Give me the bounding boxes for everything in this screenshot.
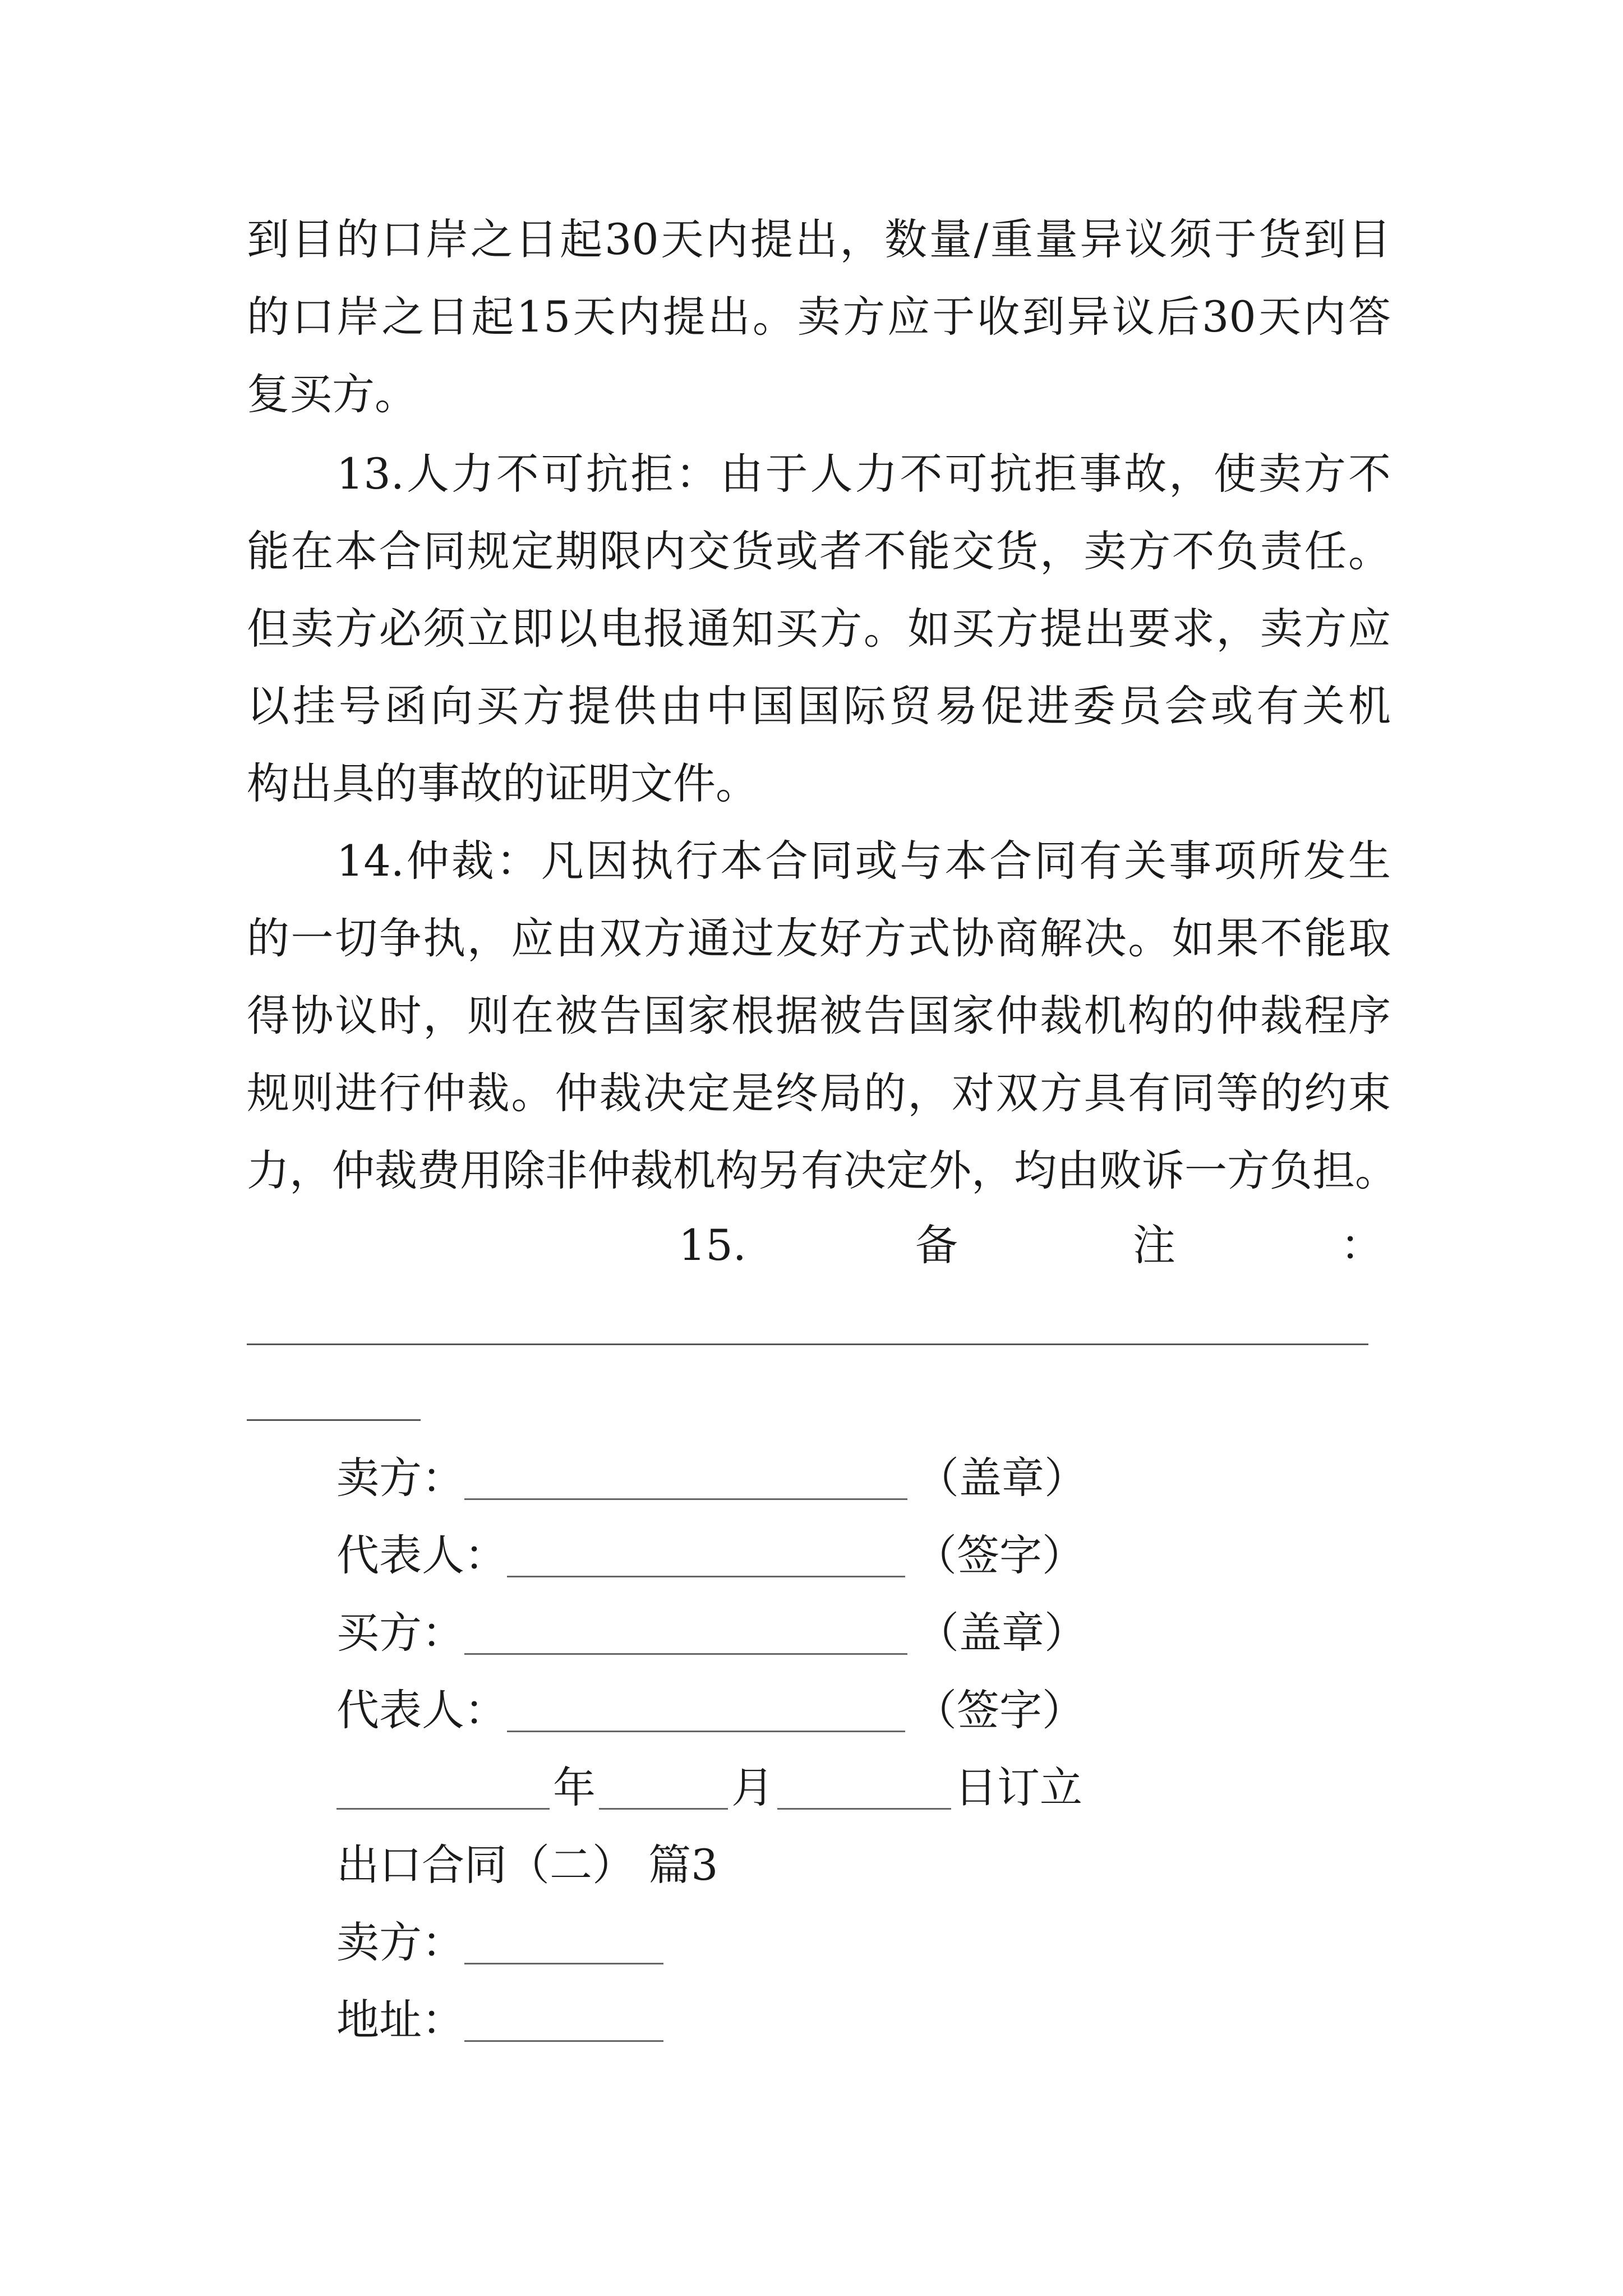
signature-note: （签字） bbox=[914, 1530, 1085, 1580]
year-blank[interactable] bbox=[336, 1769, 550, 1810]
clause15-colon: ： bbox=[1340, 1220, 1383, 1270]
signature-blank[interactable] bbox=[507, 1691, 905, 1732]
month-label: 月 bbox=[731, 1763, 774, 1812]
signature-blank[interactable] bbox=[507, 1536, 905, 1577]
clause12-line-2: 的口岸之日起15天内提出。卖方应于收到异议后30天内答 bbox=[247, 292, 1391, 342]
clause12-line-3: 复买方。 bbox=[247, 369, 417, 419]
clause15-number: 15. bbox=[679, 1220, 746, 1270]
remark-blank-line-2 bbox=[247, 1419, 421, 1421]
clause13-line-3: 但卖方必须立即以电报通知买方。如买方提出要求，卖方应 bbox=[247, 604, 1391, 654]
next-section-seller-row bbox=[336, 1917, 672, 1968]
clause13-line-5: 构出具的事故的证明文件。 bbox=[247, 758, 758, 808]
clause14-line-1: 14.仲裁：凡因执行本合同或与本合同有关事项所发生 bbox=[336, 836, 1391, 886]
remark-blank-line-1 bbox=[247, 1343, 1368, 1345]
clause15-char-2: 注 bbox=[1133, 1220, 1175, 1270]
clause14-line-2: 的一切争执，应由双方通过友好方式协商解决。如果不能取 bbox=[247, 913, 1391, 963]
clause12-line-1: 到目的口岸之日起30天内提出，数量/重量异议须于货到目 bbox=[247, 214, 1391, 264]
signature-label: 卖方： bbox=[336, 1453, 464, 1503]
clause14-line-5: 力，仲裁费用除非仲裁机构另有决定外，均由败诉一方负担。 bbox=[247, 1145, 1398, 1195]
signature-blank[interactable] bbox=[464, 1614, 907, 1655]
clause15-char-1: 备 bbox=[915, 1220, 958, 1270]
signature-row-seller bbox=[336, 1453, 1087, 1503]
signature-note: （签字） bbox=[914, 1685, 1085, 1735]
day-blank[interactable] bbox=[777, 1769, 951, 1810]
signature-label: 代表人： bbox=[336, 1685, 507, 1735]
clause13-line-2: 能在本合同规定期限内交货或者不能交货，卖方不负责任。 bbox=[247, 526, 1391, 576]
year-label: 年 bbox=[553, 1763, 596, 1812]
signature-row-buyer-rep bbox=[336, 1685, 1085, 1736]
signature-row-buyer bbox=[336, 1608, 1087, 1658]
next-section-title: 出口合同（二） 篇3 bbox=[336, 1840, 718, 1890]
address-label: 地址： bbox=[336, 1995, 464, 2045]
clause13-line-1: 13.人力不可抗拒：由于人力不可抗拒事故，使卖方不 bbox=[336, 449, 1391, 499]
seller-blank[interactable] bbox=[464, 1924, 663, 1964]
day-label: 日订立 bbox=[955, 1763, 1082, 1812]
clause13-line-4: 以挂号函向买方提供由中国国际贸易促进委员会或有关机 bbox=[247, 681, 1391, 731]
seller-label: 卖方： bbox=[336, 1917, 464, 1967]
signature-note: （盖章） bbox=[916, 1453, 1087, 1503]
signature-note: （盖章） bbox=[916, 1608, 1087, 1658]
signature-blank[interactable] bbox=[464, 1459, 907, 1500]
date-line bbox=[336, 1763, 1082, 1813]
address-blank[interactable] bbox=[464, 2001, 663, 2042]
signature-label: 代表人： bbox=[336, 1530, 507, 1580]
signature-label: 买方： bbox=[336, 1608, 464, 1658]
clause14-line-4: 规则进行仲裁。仲裁决定是终局的，对双方具有同等的约束 bbox=[247, 1068, 1391, 1118]
clause14-line-3: 得协议时，则在被告国家根据被告国家仲裁机构的仲裁程序 bbox=[247, 991, 1391, 1041]
signature-row-seller-rep bbox=[336, 1530, 1085, 1581]
next-section-address-row bbox=[336, 1995, 672, 2045]
month-blank[interactable] bbox=[599, 1769, 728, 1810]
